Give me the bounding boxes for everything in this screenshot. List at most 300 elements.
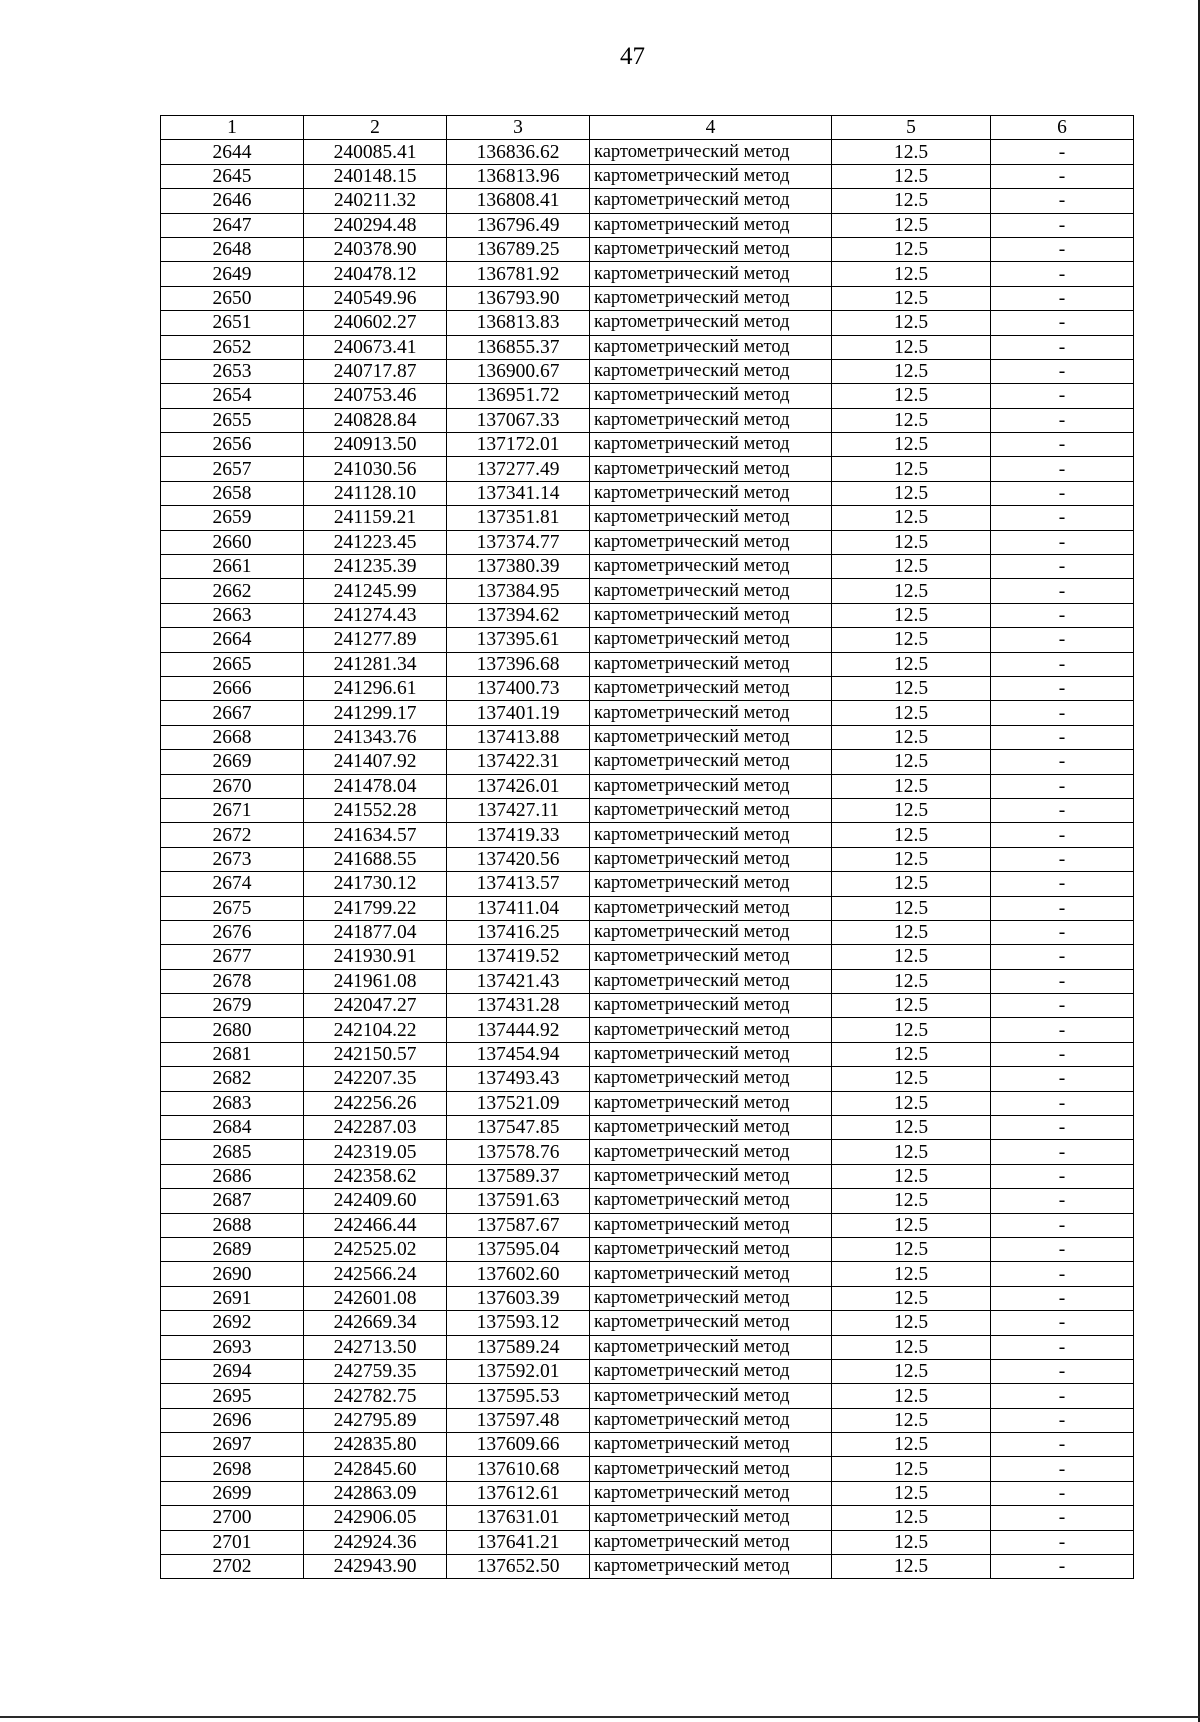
table-row (161, 1457, 1134, 1481)
cell-note: - (991, 1481, 1134, 1505)
cell-accuracy: 12.5 (832, 286, 991, 310)
cell-accuracy: 12.5 (832, 750, 991, 774)
cell-method: картометрический метод (590, 1140, 832, 1164)
table-row (161, 530, 1134, 554)
cell-accuracy: 12.5 (832, 140, 991, 164)
cell-coord-x: 241478.04 (304, 774, 447, 798)
cell-accuracy: 12.5 (832, 872, 991, 896)
cell-point-number: 2687 (161, 1189, 304, 1213)
cell-method: картометрический метод (590, 1116, 832, 1140)
cell-coord-x: 242104.22 (304, 1018, 447, 1042)
cell-coord-y: 137395.61 (447, 628, 590, 652)
cell-point-number: 2660 (161, 530, 304, 554)
cell-coord-x: 240673.41 (304, 335, 447, 359)
cell-method: картометрический метод (590, 725, 832, 749)
cell-method: картометрический метод (590, 1433, 832, 1457)
cell-point-number: 2686 (161, 1164, 304, 1188)
header-col-1: 1 (161, 116, 304, 140)
cell-point-number: 2654 (161, 384, 304, 408)
cell-point-number: 2659 (161, 506, 304, 530)
cell-method: картометрический метод (590, 1481, 832, 1505)
table-row (161, 896, 1134, 920)
cell-accuracy: 12.5 (832, 823, 991, 847)
cell-coord-y: 137172.01 (447, 433, 590, 457)
cell-coord-y: 137603.39 (447, 1286, 590, 1310)
table-row (161, 359, 1134, 383)
cell-method: картометрический метод (590, 1262, 832, 1286)
cell-coord-y: 137589.37 (447, 1164, 590, 1188)
cell-method: картометрический метод (590, 701, 832, 725)
cell-method: картометрический метод (590, 335, 832, 359)
cell-coord-x: 242795.89 (304, 1408, 447, 1432)
cell-method: картометрический метод (590, 1164, 832, 1188)
cell-coord-x: 241296.61 (304, 676, 447, 700)
cell-accuracy: 12.5 (832, 1555, 991, 1579)
cell-accuracy: 12.5 (832, 530, 991, 554)
cell-coord-x: 242207.35 (304, 1067, 447, 1091)
cell-coord-y: 137610.68 (447, 1457, 590, 1481)
cell-note: - (991, 1433, 1134, 1457)
table-row (161, 506, 1134, 530)
cell-note: - (991, 433, 1134, 457)
table-row (161, 1116, 1134, 1140)
cell-point-number: 2670 (161, 774, 304, 798)
cell-coord-x: 242713.50 (304, 1335, 447, 1359)
cell-coord-x: 242287.03 (304, 1116, 447, 1140)
cell-method: картометрический метод (590, 213, 832, 237)
cell-note: - (991, 1018, 1134, 1042)
cell-coord-x: 242409.60 (304, 1189, 447, 1213)
cell-coord-y: 137609.66 (447, 1433, 590, 1457)
cell-coord-x: 241159.21 (304, 506, 447, 530)
cell-coord-x: 241299.17 (304, 701, 447, 725)
cell-coord-y: 137067.33 (447, 408, 590, 432)
table-row (161, 213, 1134, 237)
header-col-5: 5 (832, 116, 991, 140)
cell-accuracy: 12.5 (832, 1189, 991, 1213)
cell-point-number: 2651 (161, 311, 304, 335)
cell-point-number: 2649 (161, 262, 304, 286)
cell-accuracy: 12.5 (832, 1433, 991, 1457)
cell-coord-x: 240913.50 (304, 433, 447, 457)
cell-coord-y: 137351.81 (447, 506, 590, 530)
cell-accuracy: 12.5 (832, 1140, 991, 1164)
cell-coord-y: 137641.21 (447, 1530, 590, 1554)
table-row (161, 603, 1134, 627)
table-row (161, 1481, 1134, 1505)
cell-accuracy: 12.5 (832, 335, 991, 359)
table-row (161, 189, 1134, 213)
cell-accuracy: 12.5 (832, 408, 991, 432)
cell-note: - (991, 1067, 1134, 1091)
cell-method: картометрический метод (590, 433, 832, 457)
table-row (161, 628, 1134, 652)
cell-coord-y: 137426.01 (447, 774, 590, 798)
cell-note: - (991, 1237, 1134, 1261)
cell-point-number: 2689 (161, 1237, 304, 1261)
cell-point-number: 2650 (161, 286, 304, 310)
table-row (161, 823, 1134, 847)
cell-point-number: 2679 (161, 994, 304, 1018)
cell-accuracy: 12.5 (832, 1335, 991, 1359)
cell-coord-y: 137277.49 (447, 457, 590, 481)
cell-method: картометрический метод (590, 481, 832, 505)
cell-coord-y: 137595.04 (447, 1237, 590, 1261)
cell-accuracy: 12.5 (832, 1506, 991, 1530)
cell-coord-y: 136796.49 (447, 213, 590, 237)
cell-point-number: 2646 (161, 189, 304, 213)
cell-method: картометрический метод (590, 408, 832, 432)
table-row (161, 140, 1134, 164)
cell-note: - (991, 823, 1134, 847)
cell-coord-x: 241634.57 (304, 823, 447, 847)
table-row (161, 384, 1134, 408)
cell-accuracy: 12.5 (832, 798, 991, 822)
cell-accuracy: 12.5 (832, 311, 991, 335)
cell-coord-y: 137419.52 (447, 945, 590, 969)
cell-point-number: 2678 (161, 969, 304, 993)
table-row (161, 1384, 1134, 1408)
cell-coord-y: 137420.56 (447, 847, 590, 871)
cell-point-number: 2652 (161, 335, 304, 359)
cell-coord-x: 242943.90 (304, 1555, 447, 1579)
cell-note: - (991, 1555, 1134, 1579)
cell-method: картометрический метод (590, 969, 832, 993)
cell-coord-y: 137612.61 (447, 1481, 590, 1505)
cell-method: картометрический метод (590, 1237, 832, 1261)
table-row (161, 1091, 1134, 1115)
cell-method: картометрический метод (590, 237, 832, 261)
cell-note: - (991, 945, 1134, 969)
cell-point-number: 2656 (161, 433, 304, 457)
cell-coord-x: 242358.62 (304, 1164, 447, 1188)
cell-accuracy: 12.5 (832, 1164, 991, 1188)
cell-point-number: 2658 (161, 481, 304, 505)
cell-coord-x: 240717.87 (304, 359, 447, 383)
cell-method: картометрический метод (590, 872, 832, 896)
cell-accuracy: 12.5 (832, 481, 991, 505)
cell-coord-x: 240753.46 (304, 384, 447, 408)
cell-coord-y: 137587.67 (447, 1213, 590, 1237)
cell-method: картометрический метод (590, 1359, 832, 1383)
table-row (161, 262, 1134, 286)
table-row (161, 1189, 1134, 1213)
cell-note: - (991, 603, 1134, 627)
cell-point-number: 2645 (161, 164, 304, 188)
table-row (161, 676, 1134, 700)
cell-accuracy: 12.5 (832, 1408, 991, 1432)
cell-method: картометрический метод (590, 359, 832, 383)
cell-point-number: 2685 (161, 1140, 304, 1164)
cell-coord-x: 242782.75 (304, 1384, 447, 1408)
cell-coord-y: 136808.41 (447, 189, 590, 213)
cell-point-number: 2661 (161, 555, 304, 579)
cell-accuracy: 12.5 (832, 969, 991, 993)
table-row (161, 1408, 1134, 1432)
table-row (161, 579, 1134, 603)
table-row (161, 1286, 1134, 1310)
cell-coord-y: 137421.43 (447, 969, 590, 993)
cell-coord-x: 240602.27 (304, 311, 447, 335)
cell-coord-x: 241688.55 (304, 847, 447, 871)
table-row (161, 1237, 1134, 1261)
cell-note: - (991, 1457, 1134, 1481)
cell-coord-y: 137396.68 (447, 652, 590, 676)
cell-coord-y: 137631.01 (447, 1506, 590, 1530)
header-col-2: 2 (304, 116, 447, 140)
cell-coord-x: 242669.34 (304, 1311, 447, 1335)
cell-method: картометрический метод (590, 1457, 832, 1481)
table-row (161, 164, 1134, 188)
cell-method: картометрический метод (590, 1286, 832, 1310)
cell-note: - (991, 1189, 1134, 1213)
cell-method: картометрический метод (590, 262, 832, 286)
header-row (161, 116, 1134, 140)
cell-accuracy: 12.5 (832, 1457, 991, 1481)
cell-note: - (991, 579, 1134, 603)
cell-note: - (991, 262, 1134, 286)
table-header (161, 116, 1134, 140)
cell-accuracy: 12.5 (832, 1042, 991, 1066)
table-row (161, 1213, 1134, 1237)
cell-point-number: 2672 (161, 823, 304, 847)
cell-point-number: 2682 (161, 1067, 304, 1091)
cell-accuracy: 12.5 (832, 1067, 991, 1091)
cell-method: картометрический метод (590, 676, 832, 700)
table-row (161, 1359, 1134, 1383)
cell-note: - (991, 286, 1134, 310)
cell-coord-y: 137380.39 (447, 555, 590, 579)
table-row (161, 1506, 1134, 1530)
cell-point-number: 2702 (161, 1555, 304, 1579)
table-row (161, 652, 1134, 676)
cell-note: - (991, 920, 1134, 944)
table-row (161, 1042, 1134, 1066)
cell-point-number: 2662 (161, 579, 304, 603)
cell-coord-x: 241730.12 (304, 872, 447, 896)
cell-accuracy: 12.5 (832, 847, 991, 871)
cell-coord-x: 242924.36 (304, 1530, 447, 1554)
cell-coord-x: 242835.80 (304, 1433, 447, 1457)
cell-point-number: 2647 (161, 213, 304, 237)
cell-point-number: 2644 (161, 140, 304, 164)
cell-accuracy: 12.5 (832, 1384, 991, 1408)
cell-coord-x: 242525.02 (304, 1237, 447, 1261)
cell-note: - (991, 1530, 1134, 1554)
cell-note: - (991, 506, 1134, 530)
table-row (161, 335, 1134, 359)
cell-point-number: 2690 (161, 1262, 304, 1286)
cell-note: - (991, 676, 1134, 700)
cell-accuracy: 12.5 (832, 920, 991, 944)
cell-coord-x: 241552.28 (304, 798, 447, 822)
cell-note: - (991, 872, 1134, 896)
cell-coord-y: 137592.01 (447, 1359, 590, 1383)
cell-accuracy: 12.5 (832, 676, 991, 700)
cell-coord-y: 136951.72 (447, 384, 590, 408)
cell-note: - (991, 1213, 1134, 1237)
cell-accuracy: 12.5 (832, 603, 991, 627)
cell-coord-y: 137384.95 (447, 579, 590, 603)
cell-method: картометрический метод (590, 530, 832, 554)
table-row (161, 945, 1134, 969)
cell-accuracy: 12.5 (832, 555, 991, 579)
cell-coord-y: 137341.14 (447, 481, 590, 505)
cell-point-number: 2666 (161, 676, 304, 700)
cell-note: - (991, 335, 1134, 359)
cell-point-number: 2653 (161, 359, 304, 383)
cell-coord-x: 241877.04 (304, 920, 447, 944)
cell-note: - (991, 1311, 1134, 1335)
cell-accuracy: 12.5 (832, 774, 991, 798)
cell-point-number: 2695 (161, 1384, 304, 1408)
cell-note: - (991, 1140, 1134, 1164)
cell-accuracy: 12.5 (832, 1262, 991, 1286)
cell-note: - (991, 1091, 1134, 1115)
cell-point-number: 2664 (161, 628, 304, 652)
cell-note: - (991, 530, 1134, 554)
cell-method: картометрический метод (590, 1067, 832, 1091)
cell-note: - (991, 774, 1134, 798)
cell-point-number: 2668 (161, 725, 304, 749)
cell-point-number: 2663 (161, 603, 304, 627)
cell-note: - (991, 311, 1134, 335)
cell-method: картометрический метод (590, 1091, 832, 1115)
cell-coord-y: 137589.24 (447, 1335, 590, 1359)
cell-coord-y: 137400.73 (447, 676, 590, 700)
cell-method: картометрический метод (590, 847, 832, 871)
cell-coord-y: 136789.25 (447, 237, 590, 261)
table-row (161, 798, 1134, 822)
cell-note: - (991, 750, 1134, 774)
cell-point-number: 2671 (161, 798, 304, 822)
cell-accuracy: 12.5 (832, 1213, 991, 1237)
table-row (161, 1018, 1134, 1042)
table-row (161, 725, 1134, 749)
cell-note: - (991, 994, 1134, 1018)
cell-method: картометрический метод (590, 555, 832, 579)
cell-method: картометрический метод (590, 1408, 832, 1432)
table-row (161, 994, 1134, 1018)
table-row (161, 311, 1134, 335)
cell-method: картометрический метод (590, 1384, 832, 1408)
cell-coord-y: 137431.28 (447, 994, 590, 1018)
cell-point-number: 2669 (161, 750, 304, 774)
cell-note: - (991, 408, 1134, 432)
cell-coord-y: 137595.53 (447, 1384, 590, 1408)
cell-coord-x: 242759.35 (304, 1359, 447, 1383)
cell-coord-y: 137394.62 (447, 603, 590, 627)
table-row (161, 237, 1134, 261)
cell-coord-x: 241281.34 (304, 652, 447, 676)
cell-method: картометрический метод (590, 896, 832, 920)
cell-coord-x: 241274.43 (304, 603, 447, 627)
cell-note: - (991, 1384, 1134, 1408)
table-row (161, 1530, 1134, 1554)
cell-coord-y: 136813.83 (447, 311, 590, 335)
cell-point-number: 2680 (161, 1018, 304, 1042)
table-row (161, 1164, 1134, 1188)
table-body (161, 140, 1134, 1579)
table-row (161, 872, 1134, 896)
cell-coord-x: 242601.08 (304, 1286, 447, 1310)
cell-coord-y: 137591.63 (447, 1189, 590, 1213)
cell-coord-x: 240148.15 (304, 164, 447, 188)
cell-coord-y: 137444.92 (447, 1018, 590, 1042)
cell-coord-y: 137419.33 (447, 823, 590, 847)
cell-accuracy: 12.5 (832, 433, 991, 457)
cell-coord-y: 137374.77 (447, 530, 590, 554)
cell-note: - (991, 555, 1134, 579)
cell-method: картометрический метод (590, 1335, 832, 1359)
cell-method: картометрический метод (590, 189, 832, 213)
cell-note: - (991, 1164, 1134, 1188)
cell-point-number: 2648 (161, 237, 304, 261)
cell-accuracy: 12.5 (832, 1311, 991, 1335)
cell-accuracy: 12.5 (832, 628, 991, 652)
cell-note: - (991, 359, 1134, 383)
cell-method: картометрический метод (590, 1042, 832, 1066)
cell-note: - (991, 1286, 1134, 1310)
cell-note: - (991, 1262, 1134, 1286)
cell-coord-x: 241343.76 (304, 725, 447, 749)
cell-method: картометрический метод (590, 1506, 832, 1530)
cell-accuracy: 12.5 (832, 262, 991, 286)
cell-coord-x: 240211.32 (304, 189, 447, 213)
table-row (161, 1555, 1134, 1579)
cell-accuracy: 12.5 (832, 652, 991, 676)
cell-coord-x: 242566.24 (304, 1262, 447, 1286)
cell-coord-y: 137521.09 (447, 1091, 590, 1115)
cell-point-number: 2681 (161, 1042, 304, 1066)
cell-method: картометрический метод (590, 603, 832, 627)
cell-coord-x: 241799.22 (304, 896, 447, 920)
cell-note: - (991, 1359, 1134, 1383)
cell-accuracy: 12.5 (832, 945, 991, 969)
cell-coord-x: 241961.08 (304, 969, 447, 993)
cell-point-number: 2698 (161, 1457, 304, 1481)
cell-coord-x: 240378.90 (304, 237, 447, 261)
cell-point-number: 2691 (161, 1286, 304, 1310)
cell-note: - (991, 481, 1134, 505)
cell-accuracy: 12.5 (832, 701, 991, 725)
coordinates-table (160, 115, 1134, 1579)
cell-note: - (991, 457, 1134, 481)
table-row (161, 1067, 1134, 1091)
cell-coord-x: 241235.39 (304, 555, 447, 579)
table-row (161, 433, 1134, 457)
table-row (161, 555, 1134, 579)
cell-point-number: 2675 (161, 896, 304, 920)
cell-point-number: 2688 (161, 1213, 304, 1237)
cell-coord-x: 241030.56 (304, 457, 447, 481)
cell-accuracy: 12.5 (832, 1530, 991, 1554)
table-row (161, 701, 1134, 725)
cell-point-number: 2697 (161, 1433, 304, 1457)
cell-method: картометрический метод (590, 311, 832, 335)
cell-accuracy: 12.5 (832, 189, 991, 213)
cell-note: - (991, 798, 1134, 822)
cell-coord-y: 136900.67 (447, 359, 590, 383)
cell-coord-y: 137652.50 (447, 1555, 590, 1579)
cell-method: картометрический метод (590, 286, 832, 310)
cell-coord-x: 241277.89 (304, 628, 447, 652)
cell-accuracy: 12.5 (832, 1237, 991, 1261)
cell-point-number: 2657 (161, 457, 304, 481)
cell-coord-x: 242256.26 (304, 1091, 447, 1115)
cell-coord-y: 136855.37 (447, 335, 590, 359)
cell-accuracy: 12.5 (832, 1481, 991, 1505)
